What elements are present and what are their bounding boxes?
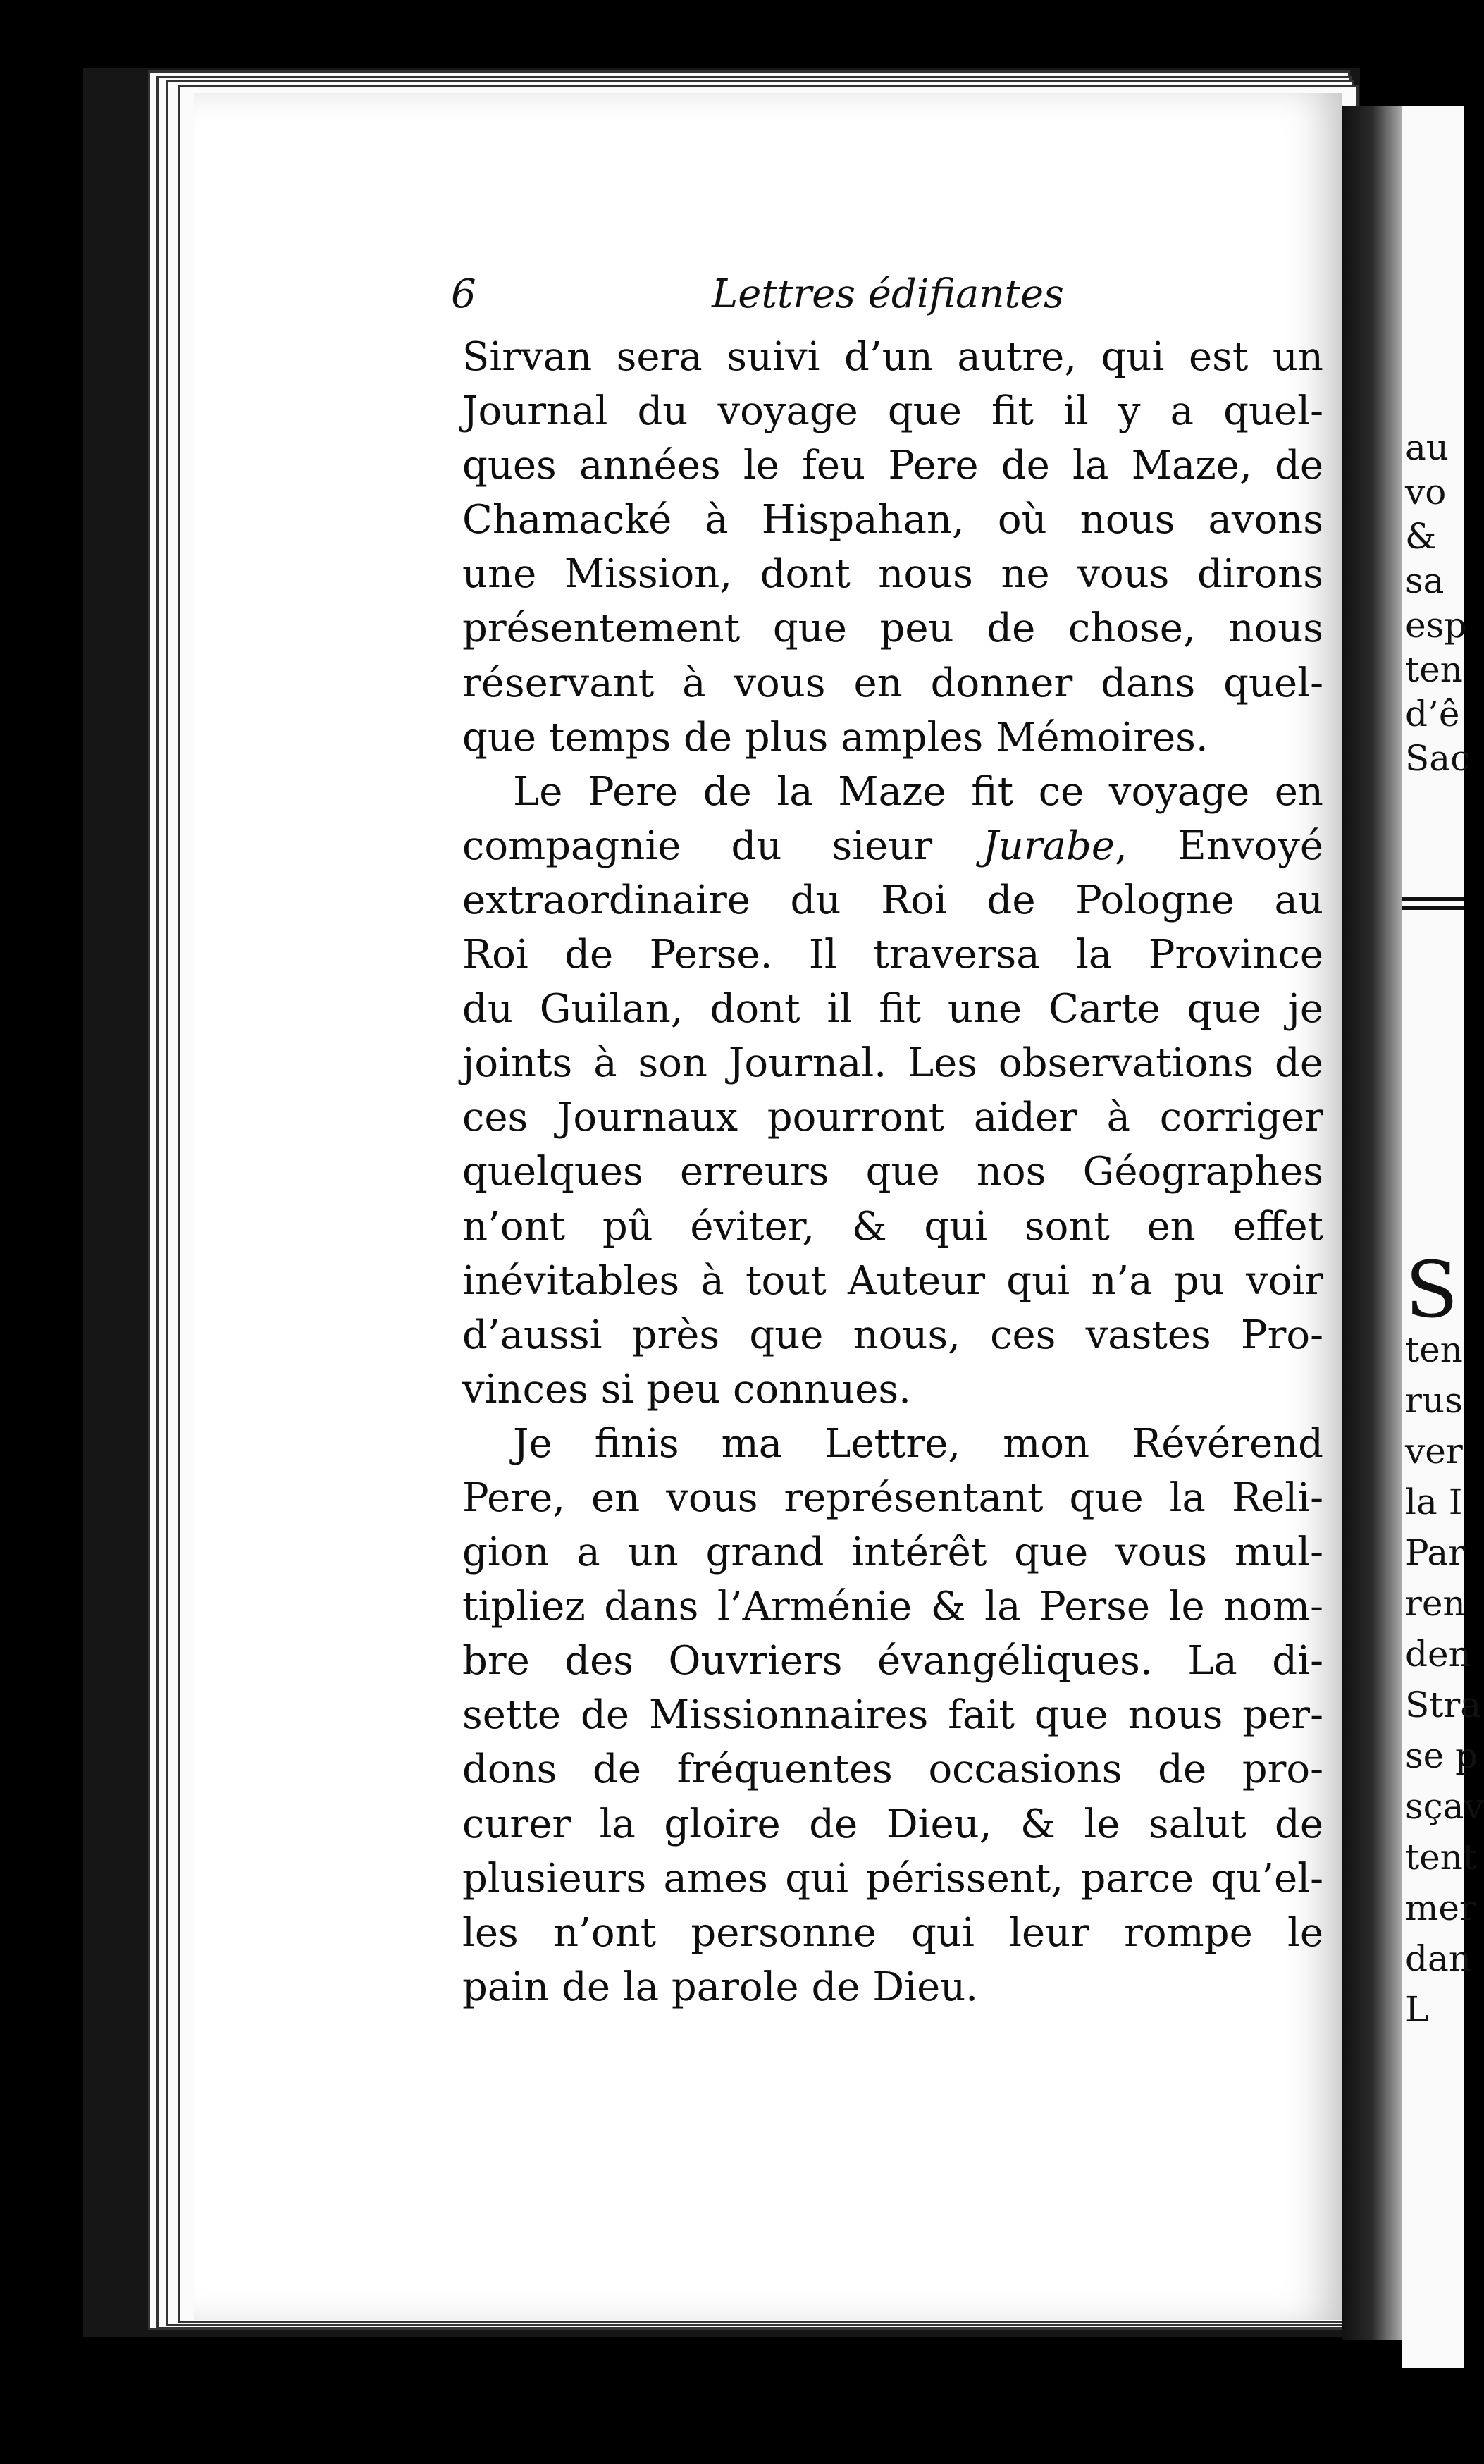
next-page-line: sa: [1405, 560, 1445, 601]
next-page-line: rus: [1405, 1380, 1463, 1421]
text-line: du Guilan, dont il fit une Carte que je: [462, 986, 1323, 1033]
text-line: Le Pere de la Maze fit ce voyage en: [513, 768, 1323, 815]
text-line: une Mission, dont nous ne vous dirons: [462, 551, 1323, 598]
text-line: Roi de Perse. Il traversa la Province: [462, 932, 1323, 978]
text-line: quelques erreurs que nos Géographes: [462, 1149, 1323, 1195]
text-line: plusieurs ames qui périssent, parce qu’el-: [462, 1855, 1323, 1902]
text-line: présentement que peu de chose, nous: [462, 605, 1323, 652]
right-page-fragment: [1402, 106, 1484, 2368]
next-page-line: vo: [1405, 472, 1447, 512]
next-page-drop-cap: S: [1405, 1245, 1459, 1335]
text-line: joints à son Journal. Les observations de: [462, 1040, 1323, 1087]
next-page-line: esp: [1405, 605, 1467, 646]
text-line: que temps de plus amples Mémoires.: [462, 714, 1208, 760]
text-line: inévitables à tout Auteur qui n’a pu voir: [462, 1257, 1323, 1304]
text-line: réservant à vous en donner dans quel-: [462, 660, 1323, 706]
text-line: extraordinaire du Roi de Pologne au: [462, 877, 1323, 923]
text-line: Je finis ma Lettre, mon Révérend: [513, 1420, 1323, 1467]
text-line: ces Journaux pourront aider à corriger: [462, 1095, 1323, 1141]
text-line: Journal du voyage que fit il y a quel-: [462, 388, 1323, 435]
text-line: n’ont pû éviter, & qui sont en effet: [462, 1203, 1323, 1250]
page-number: 6: [451, 271, 476, 317]
text-line: Sirvan sera suivi d’un autre, qui est un: [462, 334, 1323, 380]
body-text: [462, 330, 1323, 2014]
text-line: Pere, en vous représentant que la Reli-: [462, 1474, 1323, 1521]
next-page-line: Par: [1405, 1532, 1466, 1573]
text-line: tipliez dans l’Arménie & la Perse le nom-: [462, 1584, 1323, 1630]
text-line: les n’ont personne qui leur rompe le: [462, 1909, 1323, 1956]
text-line: sette de Missionnaires fait que nous per-: [462, 1692, 1323, 1739]
next-page-rule: [1402, 897, 1464, 910]
running-title: Lettres édifiantes: [712, 271, 1064, 317]
text-line: curer la gloire de Dieu, & le salut de: [462, 1801, 1323, 1847]
next-page-line: se p: [1405, 1735, 1478, 1776]
next-page-line: ten: [1405, 1329, 1463, 1370]
text-line: ques années le feu Pere de la Maze, de: [462, 443, 1323, 489]
next-page-line: Stra: [1405, 1684, 1482, 1725]
next-page-line: ver: [1405, 1431, 1463, 1472]
text-line: bre des Ouvriers évangéliques. La di-: [462, 1638, 1323, 1684]
text-line: compagnie du sieur Jurabe, Envoyé: [462, 823, 1323, 869]
next-page-line: sçav: [1405, 1786, 1484, 1827]
text-line: dons de fréquentes occasions de pro-: [462, 1747, 1323, 1793]
next-page-line: dan: [1405, 1938, 1472, 1979]
next-page-line: Sac: [1405, 738, 1471, 779]
next-page-line: &: [1405, 516, 1437, 557]
text-line: pain de la parole de Dieu.: [462, 1964, 979, 2010]
next-page-line: la I: [1405, 1482, 1463, 1522]
text-line: gion a un grand intérêt que vous mul-: [462, 1529, 1323, 1576]
next-page-line: d’ê: [1405, 694, 1460, 734]
next-page-line: den: [1405, 1634, 1471, 1675]
text-line: d’aussi près que nous, ces vastes Pro-: [462, 1312, 1323, 1358]
next-page-line: au: [1405, 427, 1449, 468]
text-line: vinces si peu connues.: [462, 1366, 911, 1412]
next-page-line: mer: [1405, 1887, 1476, 1928]
next-page-line: tent: [1405, 1837, 1477, 1878]
next-page-line: L: [1405, 1989, 1429, 2030]
next-page-line: ten: [1405, 649, 1463, 690]
next-page-line: ren: [1405, 1583, 1466, 1624]
text-line: Chamacké à Hispahan, où nous avons: [462, 497, 1323, 543]
running-head: [451, 271, 1325, 321]
